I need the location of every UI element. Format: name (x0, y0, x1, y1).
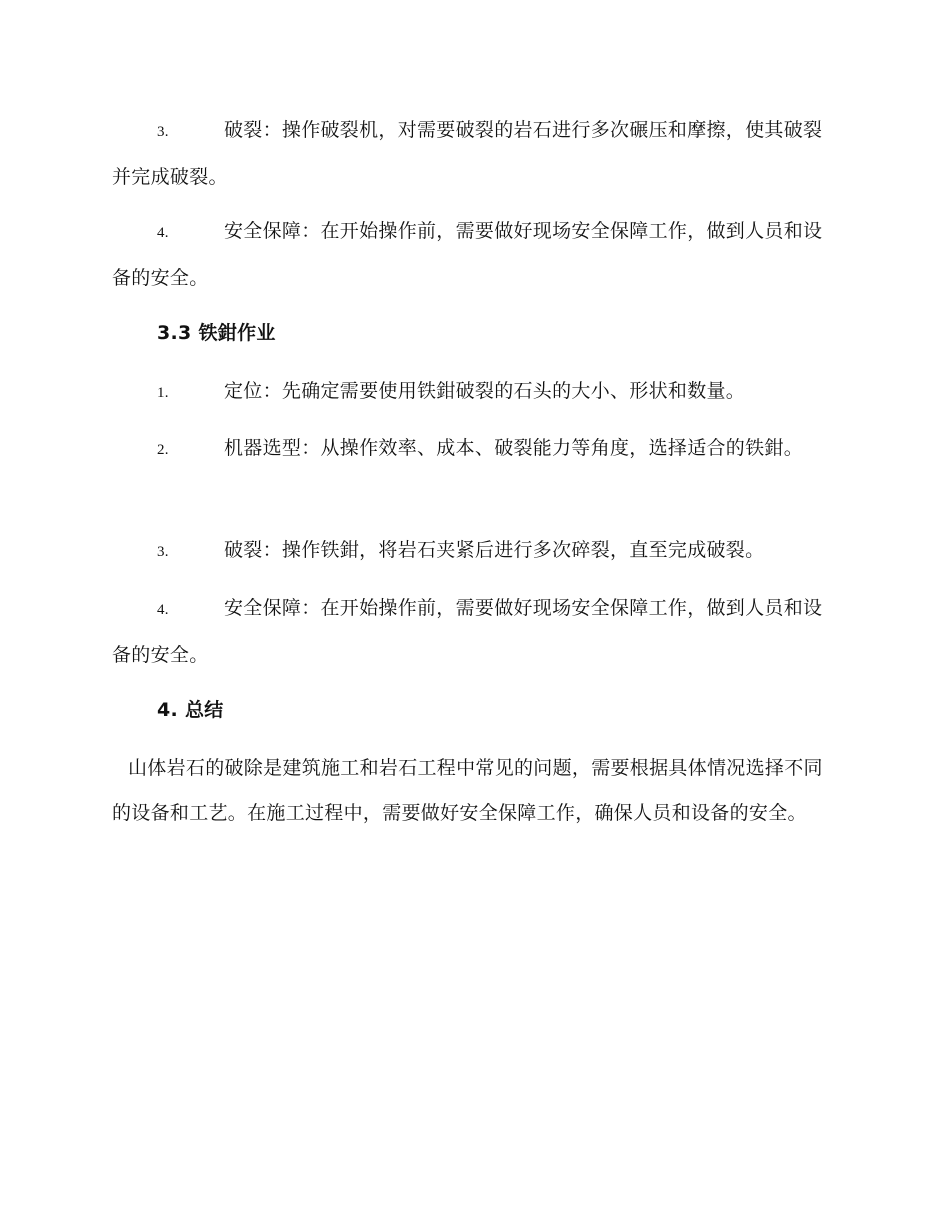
list-item-number: 2. (157, 442, 169, 458)
list-item-text: 机器选型：从操作效率、成本、破裂能力等角度，选择适合的铁鉗。 (224, 437, 804, 459)
list-item-number: 3. (157, 544, 169, 560)
summary-paragraph: 山体岩石的破除是建筑施工和岩石工程中常见的问题，需要根据具体情况选择不同的设备和工艺。在施工过程中，需要做好安全保障工作，确保人员和设备的安全。 (112, 757, 823, 824)
list-item (112, 369, 834, 416)
list-item-number: 4. (157, 602, 169, 618)
list-item-text: 破裂：操作铁鉗，将岩石夹紧后进行多次碎裂，直至完成破裂。 (224, 539, 765, 561)
list-item (112, 586, 834, 678)
list-item-number: 3. (157, 124, 169, 140)
list-item-number: 4. (157, 225, 169, 241)
list-item (112, 426, 834, 473)
list-item (112, 108, 834, 200)
list-item-text: 安全保障：在开始操作前，需要做好现场安全保障工作，做到人员和设备的安全。 (112, 597, 823, 666)
section-heading: 4. 总结 (157, 699, 224, 721)
section-heading: 3.3 铁鉗作业 (157, 322, 276, 344)
list-item-text: 定位：先确定需要使用铁鉗破裂的石头的大小、形状和数量。 (224, 380, 746, 402)
list-item-text: 安全保障：在开始操作前，需要做好现场安全保障工作，做到人员和设备的安全。 (112, 220, 823, 289)
list-item-number: 1. (157, 385, 169, 401)
list-item (112, 209, 834, 301)
list-item (112, 528, 834, 575)
list-item-text: 破裂：操作破裂机，对需要破裂的岩石进行多次碾压和摩擦，使其破裂并完成破裂。 (112, 119, 823, 188)
